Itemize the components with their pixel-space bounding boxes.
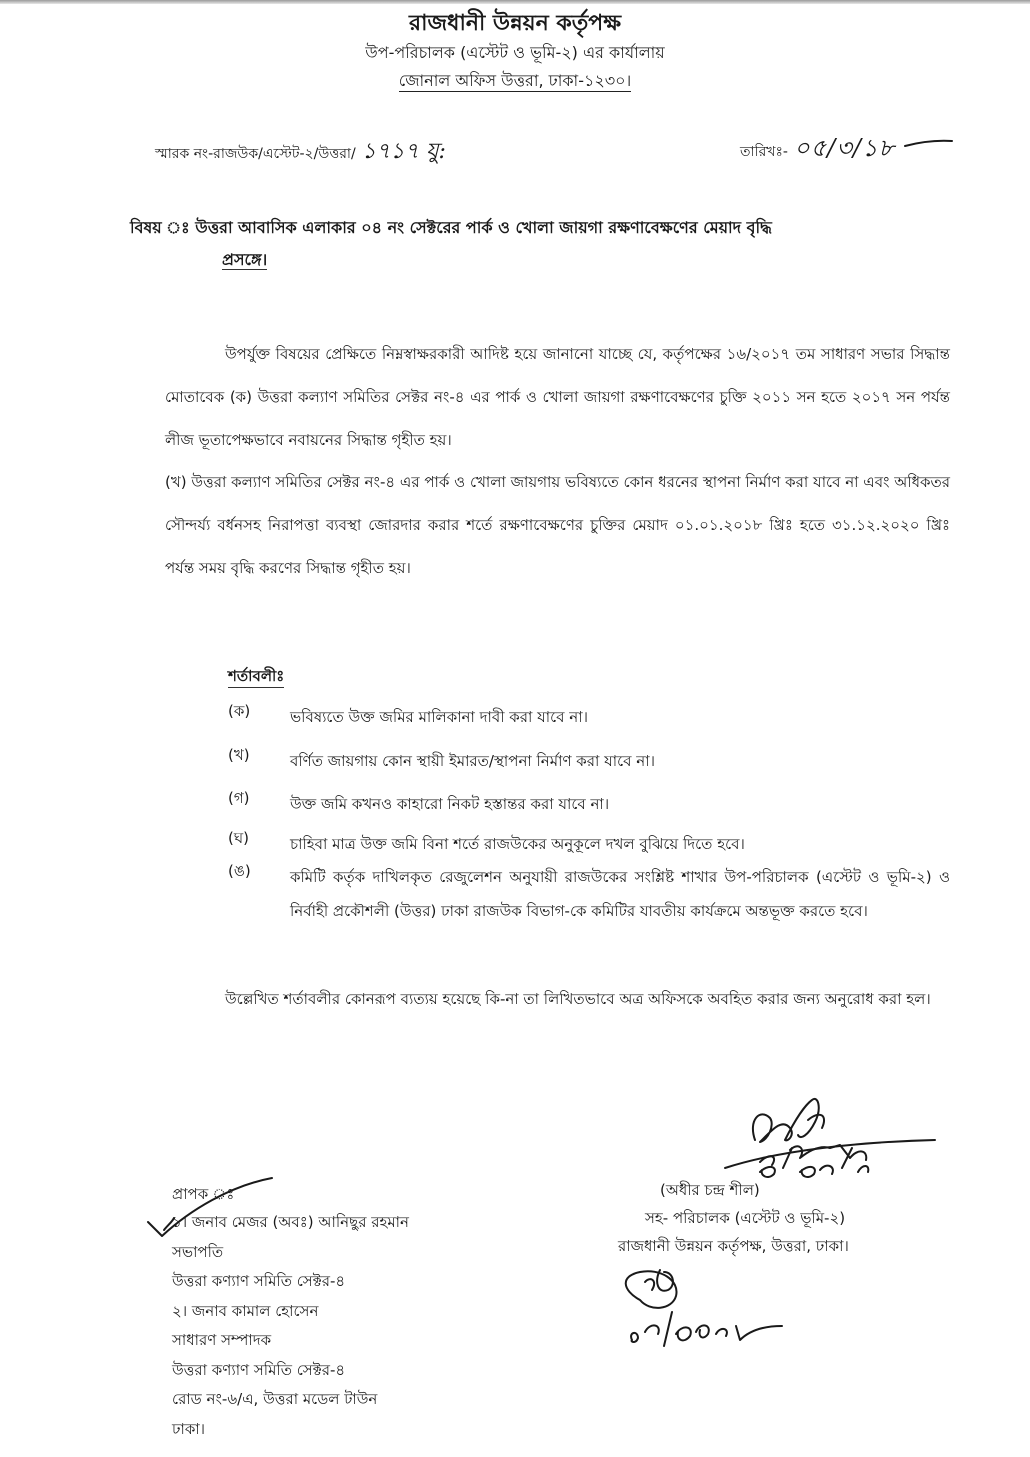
signature-date xyxy=(760,1148,868,1177)
subject-line2-wrap xyxy=(130,244,950,276)
condition-text: ভবিষ্যতে উক্ত জমির মালিকানা দাবী করা যাবে না। xyxy=(290,708,588,726)
condition-text: বর্ণিত জায়গায় কোন স্থায়ী ইমারত/স্থাপনা নির্মাণ করা যাবে না। xyxy=(290,752,655,770)
recipient-line: সাধারণ সম্পাদক xyxy=(172,1331,272,1349)
second-initials xyxy=(626,1270,782,1346)
condition-label: (ঘ) xyxy=(228,829,249,847)
signatory-organization: রাজধানী উন্নয়ন কর্তৃপক্ষ, উত্তরা, ঢাকা। xyxy=(618,1237,849,1255)
date-handwritten: ০৫/৩/১৮ xyxy=(793,134,896,162)
subject-line1: বিষয় ঃ উত্তরা আবাসিক এলাকার ০৪ নং সেক্টরের পার্ক ও খোলা জায়গা রক্ষণাবেক্ষণের মেয়াদ বৃদ্ধি xyxy=(130,218,772,237)
body-paragraph-1 xyxy=(165,333,950,462)
subject-line2: প্রসঙ্গে। xyxy=(222,250,268,269)
condition-text: চাহিবা মাত্র উক্ত জমি বিনা শর্তে রাজউকের অনুকূলে দখল বুঝিয়ে দিতে হবে। xyxy=(290,835,745,853)
paragraph-2-text: (খ) উত্তরা কল্যাণ সমিতির সেক্টর নং-৪ এর পার্ক ও খোলা জায়গায় ভবিষ্যতে কোন ধরনের স্থাপনা নির্মাণ করা যাবে না এবং অধিকতর সৌন্দর্য্য বর্ধনসহ নিরাপত্তা ব্যবস্থা জোরদার করার শর্তে রক্ষণাবেক্ষণের চুক্তির মেয়াদ ০১.০১.২০১৮ খ্রিঃ হতে ৩১.১২.২০২০ খ্রিঃ পর্যন্ত সময় বৃদ্ধি করণের সিদ্ধান্ত গৃহীত হয়। xyxy=(165,473,950,577)
conditions-title xyxy=(228,665,284,690)
body-paragraph-3 xyxy=(165,978,950,1021)
condition-item xyxy=(228,700,950,734)
initials-date xyxy=(631,1312,782,1346)
condition-label: (খ) xyxy=(228,746,250,764)
recipient-line: উত্তরা কণ্যাণ সমিতি সেক্টর-৪ xyxy=(172,1272,346,1290)
recipient-line: ১। জনাব মেজর (অবঃ) আনিছুর রহমান xyxy=(172,1213,409,1231)
recipient-line: ২। জনাব কামাল হোসেন xyxy=(172,1301,319,1320)
date-tail-stroke xyxy=(905,141,952,146)
recipients-list xyxy=(172,1208,409,1444)
condition-label: (ক) xyxy=(228,702,251,720)
memo-number-handwritten: ১৭১৭ যু: xyxy=(361,139,446,164)
recipient-line: উত্তরা কণ্যাণ সমিতি সেক্টর-৪ xyxy=(172,1360,346,1379)
org-name: রাজধানী উন্নয়ন কর্তৃপক্ষ xyxy=(408,11,622,36)
condition-item xyxy=(228,744,950,778)
condition-item xyxy=(228,827,950,861)
condition-item xyxy=(228,860,950,928)
recipient-line: সভাপতি xyxy=(172,1242,224,1261)
paragraph-1-text: উপর্যুক্ত বিষয়ের প্রেক্ষিতে নিম্নস্বাক্ষরকারী আদিষ্ট হয়ে জানানো যাচ্ছে যে, কর্তৃপক্ষের ১৬/২০১৭ তম সাধারণ সভার সিদ্ধান্ত মোতাবেক (ক) উত্তরা কল্যাণ সমিতির সেক্টর নং-৪ এর পার্ক ও খোলা জায়গা রক্ষণাবেক্ষণের চুক্তি ২০১১ সন হতে ২০১৭ সন পর্যন্ত লীজ ভূতাপেক্ষভাবে নবায়নের সিদ্ধান্ত গৃহীত হয়। xyxy=(165,345,950,449)
subject xyxy=(130,212,950,276)
condition-text: উক্ত জমি কখনও কাহারো নিকট হস্তান্তর করা যাবে না। xyxy=(290,795,610,813)
office-address xyxy=(0,68,1030,95)
office-name: উপ-পরিচালক (এস্টেট ও ভূমি-২) এর কার্যালায় xyxy=(365,43,665,62)
memo-label: স্মারক নং-রাজউক/এস্টেট-২/উত্তরা/ xyxy=(155,146,356,162)
memo-number xyxy=(155,134,446,171)
condition-label: (ঙ) xyxy=(228,862,251,880)
date-label: তারিখঃ- xyxy=(740,144,788,160)
paragraph-3-text: উল্লেখিত শর্তাবলীর কোনরূপ ব্যত্যয় হয়েছে কি-না তা লিখিতভাবে অত্র অফিসকে অবহিত করার জন্য অনুরোধ করা হল। xyxy=(225,990,931,1008)
recipient-line: রোড নং-৬/এ, উত্তরা মডেল টাউন xyxy=(172,1390,378,1408)
conditions-title-text: শর্তাবলীঃ xyxy=(228,667,284,688)
office-address-text: জোনাল অফিস উত্তরা, ঢাকা-১২৩০। xyxy=(398,71,632,90)
signatory-designation: সহ- পরিচালক (এস্টেট ও ভূমি-২) xyxy=(645,1209,846,1227)
signature xyxy=(725,1099,935,1177)
recipient-line: ঢাকা। xyxy=(172,1419,206,1438)
signatory-name: (অধীর চন্দ্র শীল) xyxy=(660,1181,760,1199)
condition-item xyxy=(228,787,950,821)
scan-top-edge xyxy=(0,0,1030,4)
body-paragraph-2 xyxy=(165,461,950,590)
condition-label: (গ) xyxy=(228,789,250,807)
memo-date xyxy=(740,130,895,170)
condition-text: কমিটি কর্তৃক দাখিলকৃত রেজুলেশন অনুযায়ী রাজউকের সংশ্লিষ্ট শাখার উপ-পরিচালক (এস্টেট ও ভূমি-২) ও নির্বাহী প্রকৌশলী (উত্তর) ঢাকা রাজউক বিভাগ-কে কমিটির যাবতীয় কার্যক্রমে অন্তভূক্ত করতে হবে। xyxy=(290,868,950,920)
recipients-title: প্রাপক ঃ xyxy=(172,1185,235,1203)
